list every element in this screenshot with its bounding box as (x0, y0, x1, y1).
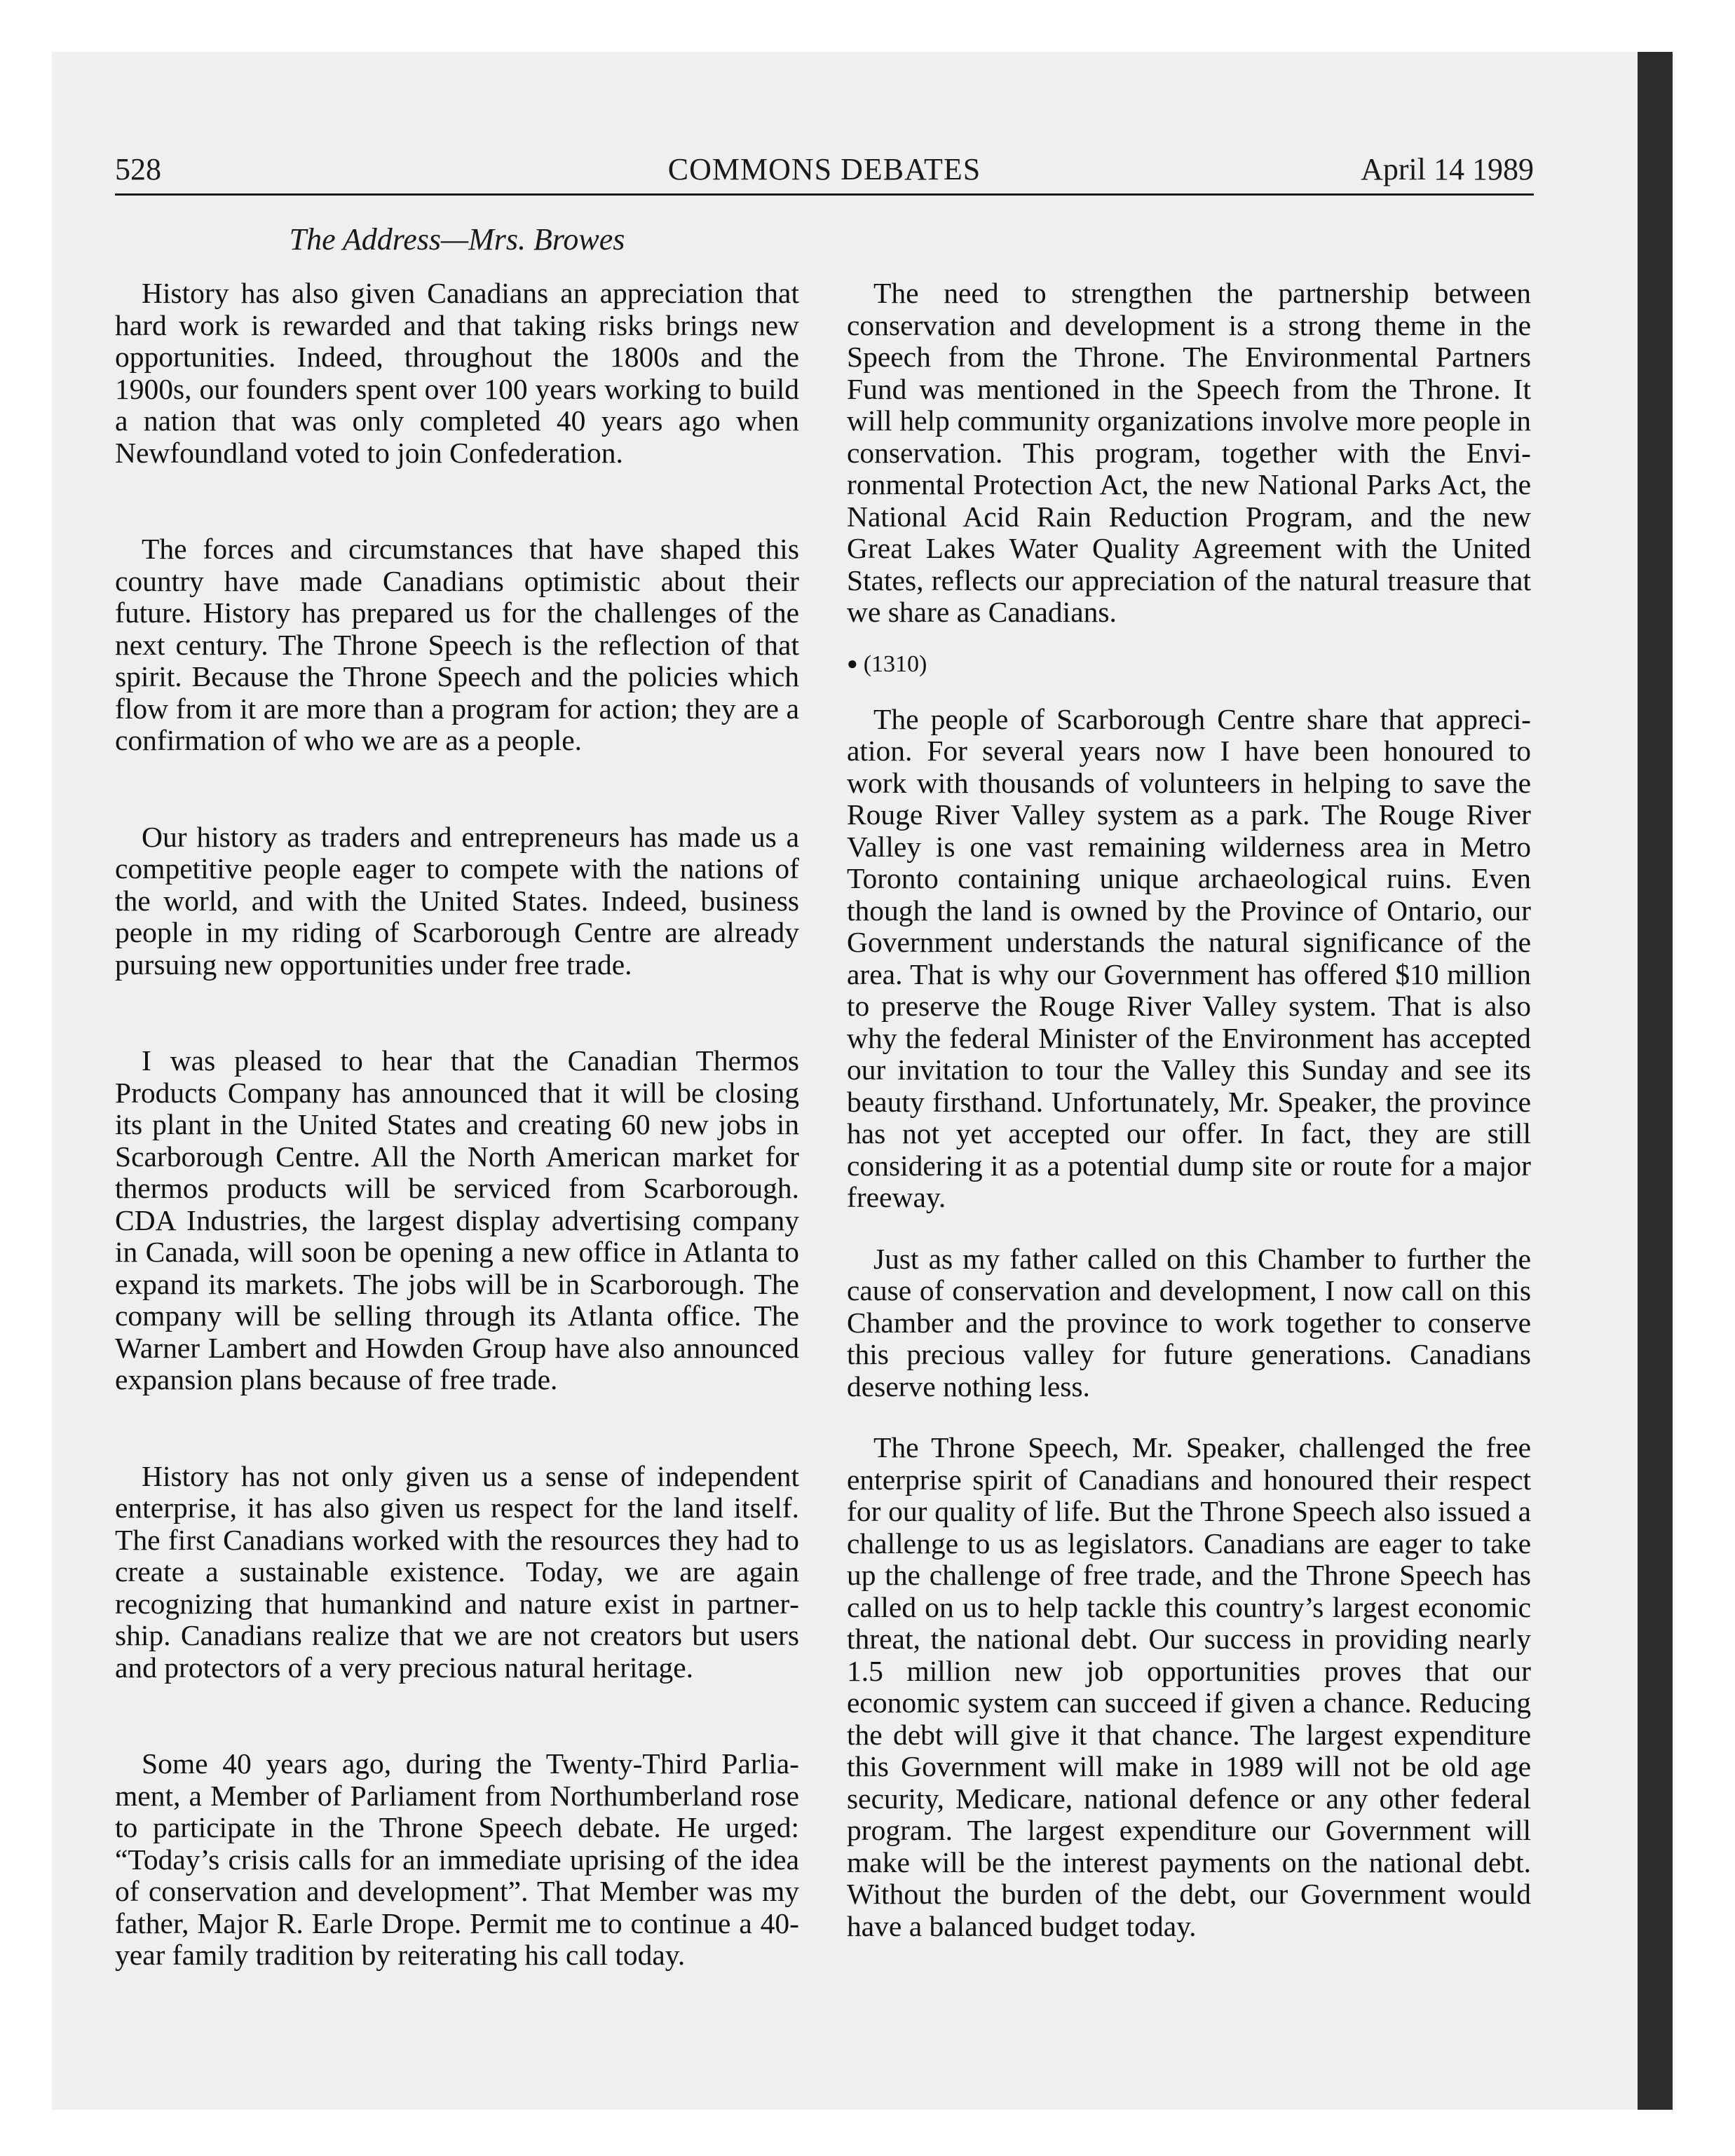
paragraph: The people of Scarborough Centre share that appreciation. For several years now I have been honoured to work with thousands of volunteers in helping to save the Rouge River Valley system as a park. The Rouge River Valley is one vast remaining wilderness area in Metro Toronto containing unique archaeological ruins. Even though the land is owned by the Province of Ontario, our Government understands the natural significance of the area. That is why our Government has offered $10 million to preserve the Rouge River Valley system. That is also why the federal Minister of the Environment has accepted our invitation to tour the Valley this Sunday and see its beauty firsthand. Unfortunately, Mr. Speaker, the province has not yet accepted our offer. In fact, they are still considering it as a potential dump site or route for a major freeway. (847, 702, 1531, 1213)
bullet-icon: ● (847, 653, 858, 674)
paragraph: The Throne Speech, Mr. Speaker, challenged the free enterprise spirit of Canadians and honoured their respect for our quality of life. But the Throne Speech also issued a challenge to us as legislators. Canadians are eager to take up the challenge of free trade, and the Throne Speech has called on us to help tackle this country’s largest economic threat, the national debt. Our success in providing nearly 1.5 million new job opportunities proves that our economic system can succeed if given a chance. Reducing the debt will give it that chance. The largest expenditure this Government will make in 1989 will not be old age security, Medicare, national defence or any other federal program. The largest expenditure our Government will make will be the interest payments on the national debt. Without the burden of the debt, our Government would have a balanced budget today. (847, 1431, 1531, 1942)
header-date: April 14 1989 (1361, 152, 1534, 186)
page-number: 528 (115, 152, 161, 186)
right-column (847, 278, 1531, 1942)
paragraph: Some 40 years ago, during the Twenty-Third Parliament, a Member of Parliament from Northumberland rose to participate in the Throne Speech debate. He urged: “Today’s crisis calls for an immediate uprising of the idea of conservation and development”. That Member was my father, Major R. Earle Drope. Permit me to continue a 40-year family tradition by reiterating his call today. (115, 1747, 799, 1971)
page-header (115, 149, 1534, 196)
paragraph: History has also given Canadians an appreciation that hard work is rewarded and that taking risks brings new opportunities. Indeed, throughout the 1800s and the 1900s, our founders spent over 100 years working to build a nation that was only completed 40 years ago when Newfoundland voted to join Confederation. (115, 277, 799, 469)
publication-title: COMMONS DEBATES (667, 152, 981, 186)
paragraph: Just as my father called on this Chamber to further the cause of conservation and development, I now call on this Chamber and the province to work together to conserve this precious valley for future generations. Canadians deserve nothing less. (847, 1242, 1531, 1403)
running-head: The Address—Mrs. Browes (289, 222, 625, 257)
paragraph: Our history as traders and entrepreneurs has made us a competitive people eager to compete with the nations of the world, and with the United States. Indeed, business people in my riding of Scarborough Centre are already pursuing new opportunities under free trade. (115, 820, 799, 981)
time-marker (847, 648, 1531, 680)
time-marker-label: (1310) (863, 650, 927, 677)
scan-edge-shadow (1638, 52, 1673, 2110)
paragraph: I was pleased to hear that the Canadian Thermos Products Company has announced that it will be closing its plant in the United States and creating 60 new jobs in Scarborough Centre. All the North American market for thermos products will be serviced from Scarborough. CDA Industries, the largest display advertising company in Canada, will soon be opening a new office in Atlanta to expand its markets. The jobs will be in Scarborough. The company will be selling through its Atlanta office. The Warner Lambert and Howden Group have also announced expansion plans because of free trade. (115, 1044, 799, 1396)
paragraph: History has not only given us a sense of independent enterprise, it has also given us respect for the land itself. The first Canadians worked with the resources they had to create a sustainable existence. Today, we are again recognizing that humankind and nature exist in partnership. Canadians realize that we are not creators but users and protectors of a very precious natural heritage. (115, 1459, 799, 1684)
left-column (115, 278, 799, 1972)
paragraph: The need to strengthen the partnership between conservation and development is a strong theme in the Speech from the Throne. The Environmental Partners Fund was mentioned in the Speech from the Throne. It will help community organizations involve more people in conservation. This program, together with the Environmental Protection Act, the new National Parks Act, the National Acid Rain Reduction Program, and the new Great Lakes Water Quality Agreement with the United States, reflects our appreciation of the natural treasure that we share as Canadians. (847, 277, 1531, 628)
paragraph: The forces and circumstances that have shaped this country have made Canadians optimistic about their future. History has prepared us for the challenges of the next century. The Throne Speech is the reflection of that spirit. Because the Throne Speech and the policies which flow from it are more than a program for action; they are a confirmation of who we are as a people. (115, 533, 799, 756)
